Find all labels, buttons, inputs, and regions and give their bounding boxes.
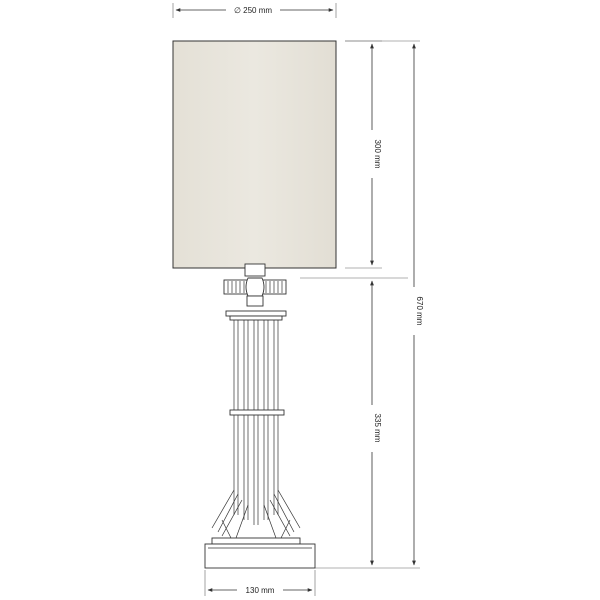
knob-collar [247,296,263,306]
shade-height-label: 300 mm [373,139,382,169]
base-width-label: 130 mm [245,586,275,595]
total-height-label: 670 mm [415,296,424,326]
top-cap-lower [230,316,282,320]
socket-neck [245,264,265,276]
shade-diameter-dimension [173,3,336,18]
middle-band [230,410,284,415]
flared-legs [212,490,300,540]
top-cap [226,311,286,316]
base-height-label: 335 mm [373,413,382,443]
shade-height-dimension [345,41,382,268]
base-width-dimension [205,570,315,596]
lamp-base [205,264,315,568]
column-rods [234,320,278,525]
lampshade [173,41,336,268]
center-knob [246,278,264,296]
base-plinth [205,544,315,568]
shade-diameter-label: ∅ 250 mm [233,6,273,15]
base-height-dimension [300,278,408,565]
base-top-plate [212,538,300,544]
